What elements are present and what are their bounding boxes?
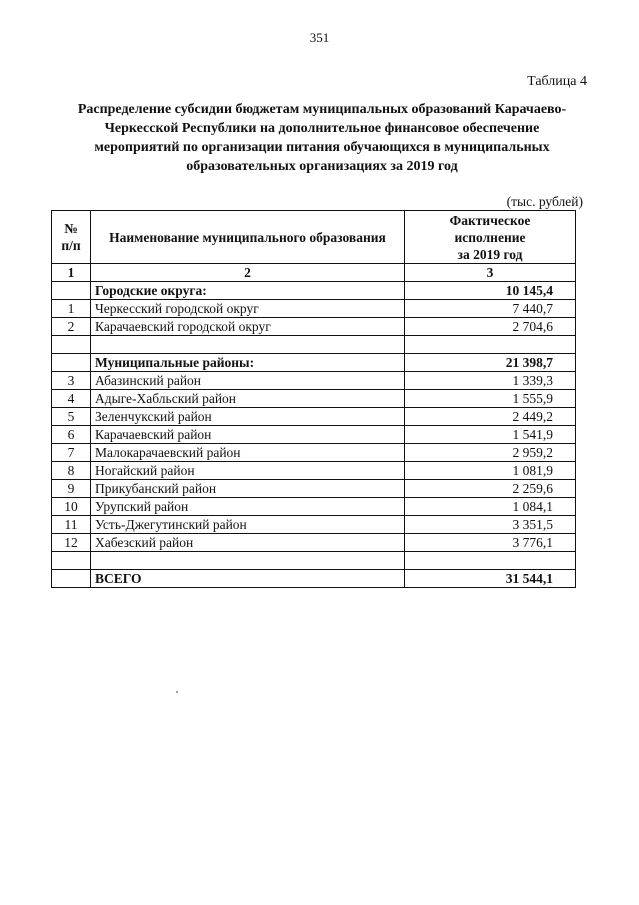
row-number: 6 bbox=[52, 426, 91, 444]
row-number: 11 bbox=[52, 516, 91, 534]
header-row bbox=[52, 211, 576, 264]
scan-speck bbox=[176, 691, 178, 693]
header-num: № п/п bbox=[52, 211, 91, 264]
municipality-name: Карачаевский район bbox=[91, 426, 405, 444]
row-value: 3 776,1 bbox=[405, 534, 576, 552]
index-row bbox=[52, 264, 576, 282]
row-number: 9 bbox=[52, 480, 91, 498]
municipality-name: Хабезский район bbox=[91, 534, 405, 552]
row-value: 1 555,9 bbox=[405, 390, 576, 408]
municipality-name: Усть-Джегутинский район bbox=[91, 516, 405, 534]
row-value: 3 351,5 bbox=[405, 516, 576, 534]
municipality-name: Адыге-Хабльский район bbox=[91, 390, 405, 408]
row-value: 1 541,9 bbox=[405, 426, 576, 444]
index-cell: 1 bbox=[52, 264, 91, 282]
table-row bbox=[52, 444, 576, 462]
table-row bbox=[52, 408, 576, 426]
row-number: 7 bbox=[52, 444, 91, 462]
empty-cell bbox=[52, 282, 91, 300]
municipality-name: Урупский район bbox=[91, 498, 405, 516]
row-number: 5 bbox=[52, 408, 91, 426]
grand-total-label: ВСЕГО bbox=[91, 570, 405, 588]
municipality-name: Абазинский район bbox=[91, 372, 405, 390]
spacer-row bbox=[52, 552, 576, 570]
municipality-name: Карачаевский городской округ bbox=[91, 318, 405, 336]
group-total: 21 398,7 bbox=[405, 354, 576, 372]
group-label: Муниципальные районы: bbox=[91, 354, 405, 372]
group-row bbox=[52, 282, 576, 300]
table-row bbox=[52, 498, 576, 516]
header-name: Наименование муниципального образования bbox=[91, 211, 405, 264]
table-row bbox=[52, 390, 576, 408]
row-value: 1 081,9 bbox=[405, 462, 576, 480]
municipality-name: Прикубанский район bbox=[91, 480, 405, 498]
row-number: 1 bbox=[52, 300, 91, 318]
row-number: 3 bbox=[52, 372, 91, 390]
row-value: 2 959,2 bbox=[405, 444, 576, 462]
municipality-name: Малокарачаевский район bbox=[91, 444, 405, 462]
table-row bbox=[52, 462, 576, 480]
subsidy-table bbox=[51, 210, 576, 588]
empty-cell bbox=[52, 354, 91, 372]
title-line: Распределение субсидии бюджетам муниципальных образований Карачаево- bbox=[77, 102, 567, 117]
units-label: (тыс. рублей) bbox=[506, 194, 583, 209]
table-label: Таблица 4 bbox=[527, 74, 587, 89]
header-value: Фактическое исполнение за 2019 год bbox=[405, 211, 576, 264]
index-cell: 3 bbox=[405, 264, 576, 282]
title-line: Черкесской Республики на дополнительное финансовое обеспечение bbox=[104, 121, 540, 136]
municipality-name: Зеленчукский район bbox=[91, 408, 405, 426]
table-row bbox=[52, 372, 576, 390]
row-number: 2 bbox=[52, 318, 91, 336]
table-row bbox=[52, 426, 576, 444]
table-body bbox=[52, 282, 576, 588]
group-row bbox=[52, 354, 576, 372]
municipality-name: Ногайский район bbox=[91, 462, 405, 480]
group-label: Городские округа: bbox=[91, 282, 405, 300]
row-value: 2 259,6 bbox=[405, 480, 576, 498]
table-row bbox=[52, 300, 576, 318]
row-number: 12 bbox=[52, 534, 91, 552]
total-row bbox=[52, 570, 576, 588]
row-number: 8 bbox=[52, 462, 91, 480]
empty-cell bbox=[405, 336, 576, 354]
row-number: 10 bbox=[52, 498, 91, 516]
grand-total-value: 31 544,1 bbox=[405, 570, 576, 588]
row-value: 2 449,2 bbox=[405, 408, 576, 426]
empty-cell bbox=[52, 570, 91, 588]
empty-cell bbox=[52, 336, 91, 354]
row-value: 1 084,1 bbox=[405, 498, 576, 516]
table-row bbox=[52, 480, 576, 498]
page-number: 351 bbox=[309, 30, 330, 45]
empty-cell bbox=[91, 336, 405, 354]
document-title bbox=[52, 100, 592, 176]
index-cell: 2 bbox=[91, 264, 405, 282]
title-line: мероприятий по организации питания обучающихся в муниципальных bbox=[94, 140, 550, 155]
municipality-name: Черкесский городской округ bbox=[91, 300, 405, 318]
empty-cell bbox=[52, 552, 91, 570]
row-value: 2 704,6 bbox=[405, 318, 576, 336]
row-number: 4 bbox=[52, 390, 91, 408]
empty-cell bbox=[91, 552, 405, 570]
table-row bbox=[52, 534, 576, 552]
group-total: 10 145,4 bbox=[405, 282, 576, 300]
row-value: 7 440,7 bbox=[405, 300, 576, 318]
row-value: 1 339,3 bbox=[405, 372, 576, 390]
title-line: образовательных организациях за 2019 год bbox=[186, 159, 458, 174]
spacer-row bbox=[52, 336, 576, 354]
table-row bbox=[52, 516, 576, 534]
table-row bbox=[52, 318, 576, 336]
empty-cell bbox=[405, 552, 576, 570]
